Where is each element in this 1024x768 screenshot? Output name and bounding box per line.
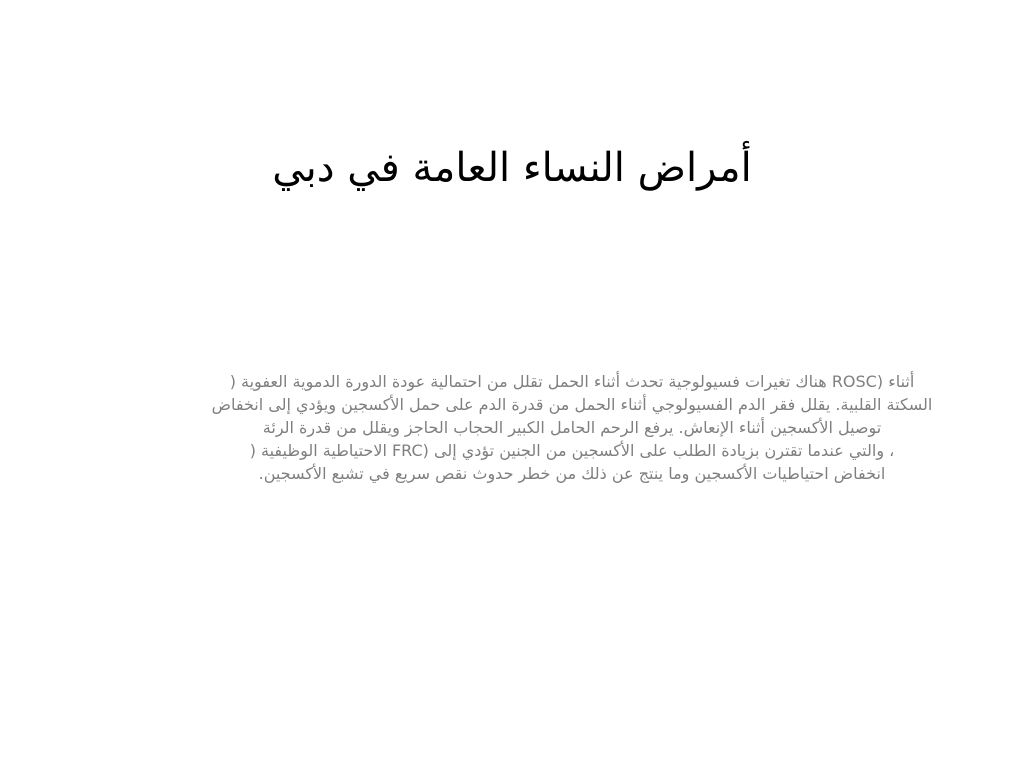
body-line: انخفاض احتياطيات الأكسجين وما ينتج عن ذلك من خطر حدوث نقص سريع في تشبع الأكسجين. [258, 464, 886, 483]
body-line: توصيل الأكسجين أثناء الإنعاش. يرفع الرحم الحامل الكبير الحجاب الحاجز ويقلل من قدرة الرئة [262, 418, 882, 437]
body-line: ، والتي عندما تقترن بزيادة الطلب على الأكسجين من الجنين تؤدي إلى (FRC الاحتياطية الوظيفية ( [249, 441, 895, 460]
slide-body [160, 370, 984, 485]
body-line: أثناء (ROSC هناك تغيرات فسيولوجية تحدث أثناء الحمل تقلل من احتمالية عودة الدورة الدموية العفوية ( [229, 372, 915, 391]
body-line: السكتة القلبية. يقلل فقر الدم الفسيولوجي أثناء الحمل من قدرة الدم على حمل الأكسجين ويؤدي إلى انخفاض [211, 395, 933, 414]
slide-title: أمراض النساء العامة في دبي [272, 145, 752, 191]
